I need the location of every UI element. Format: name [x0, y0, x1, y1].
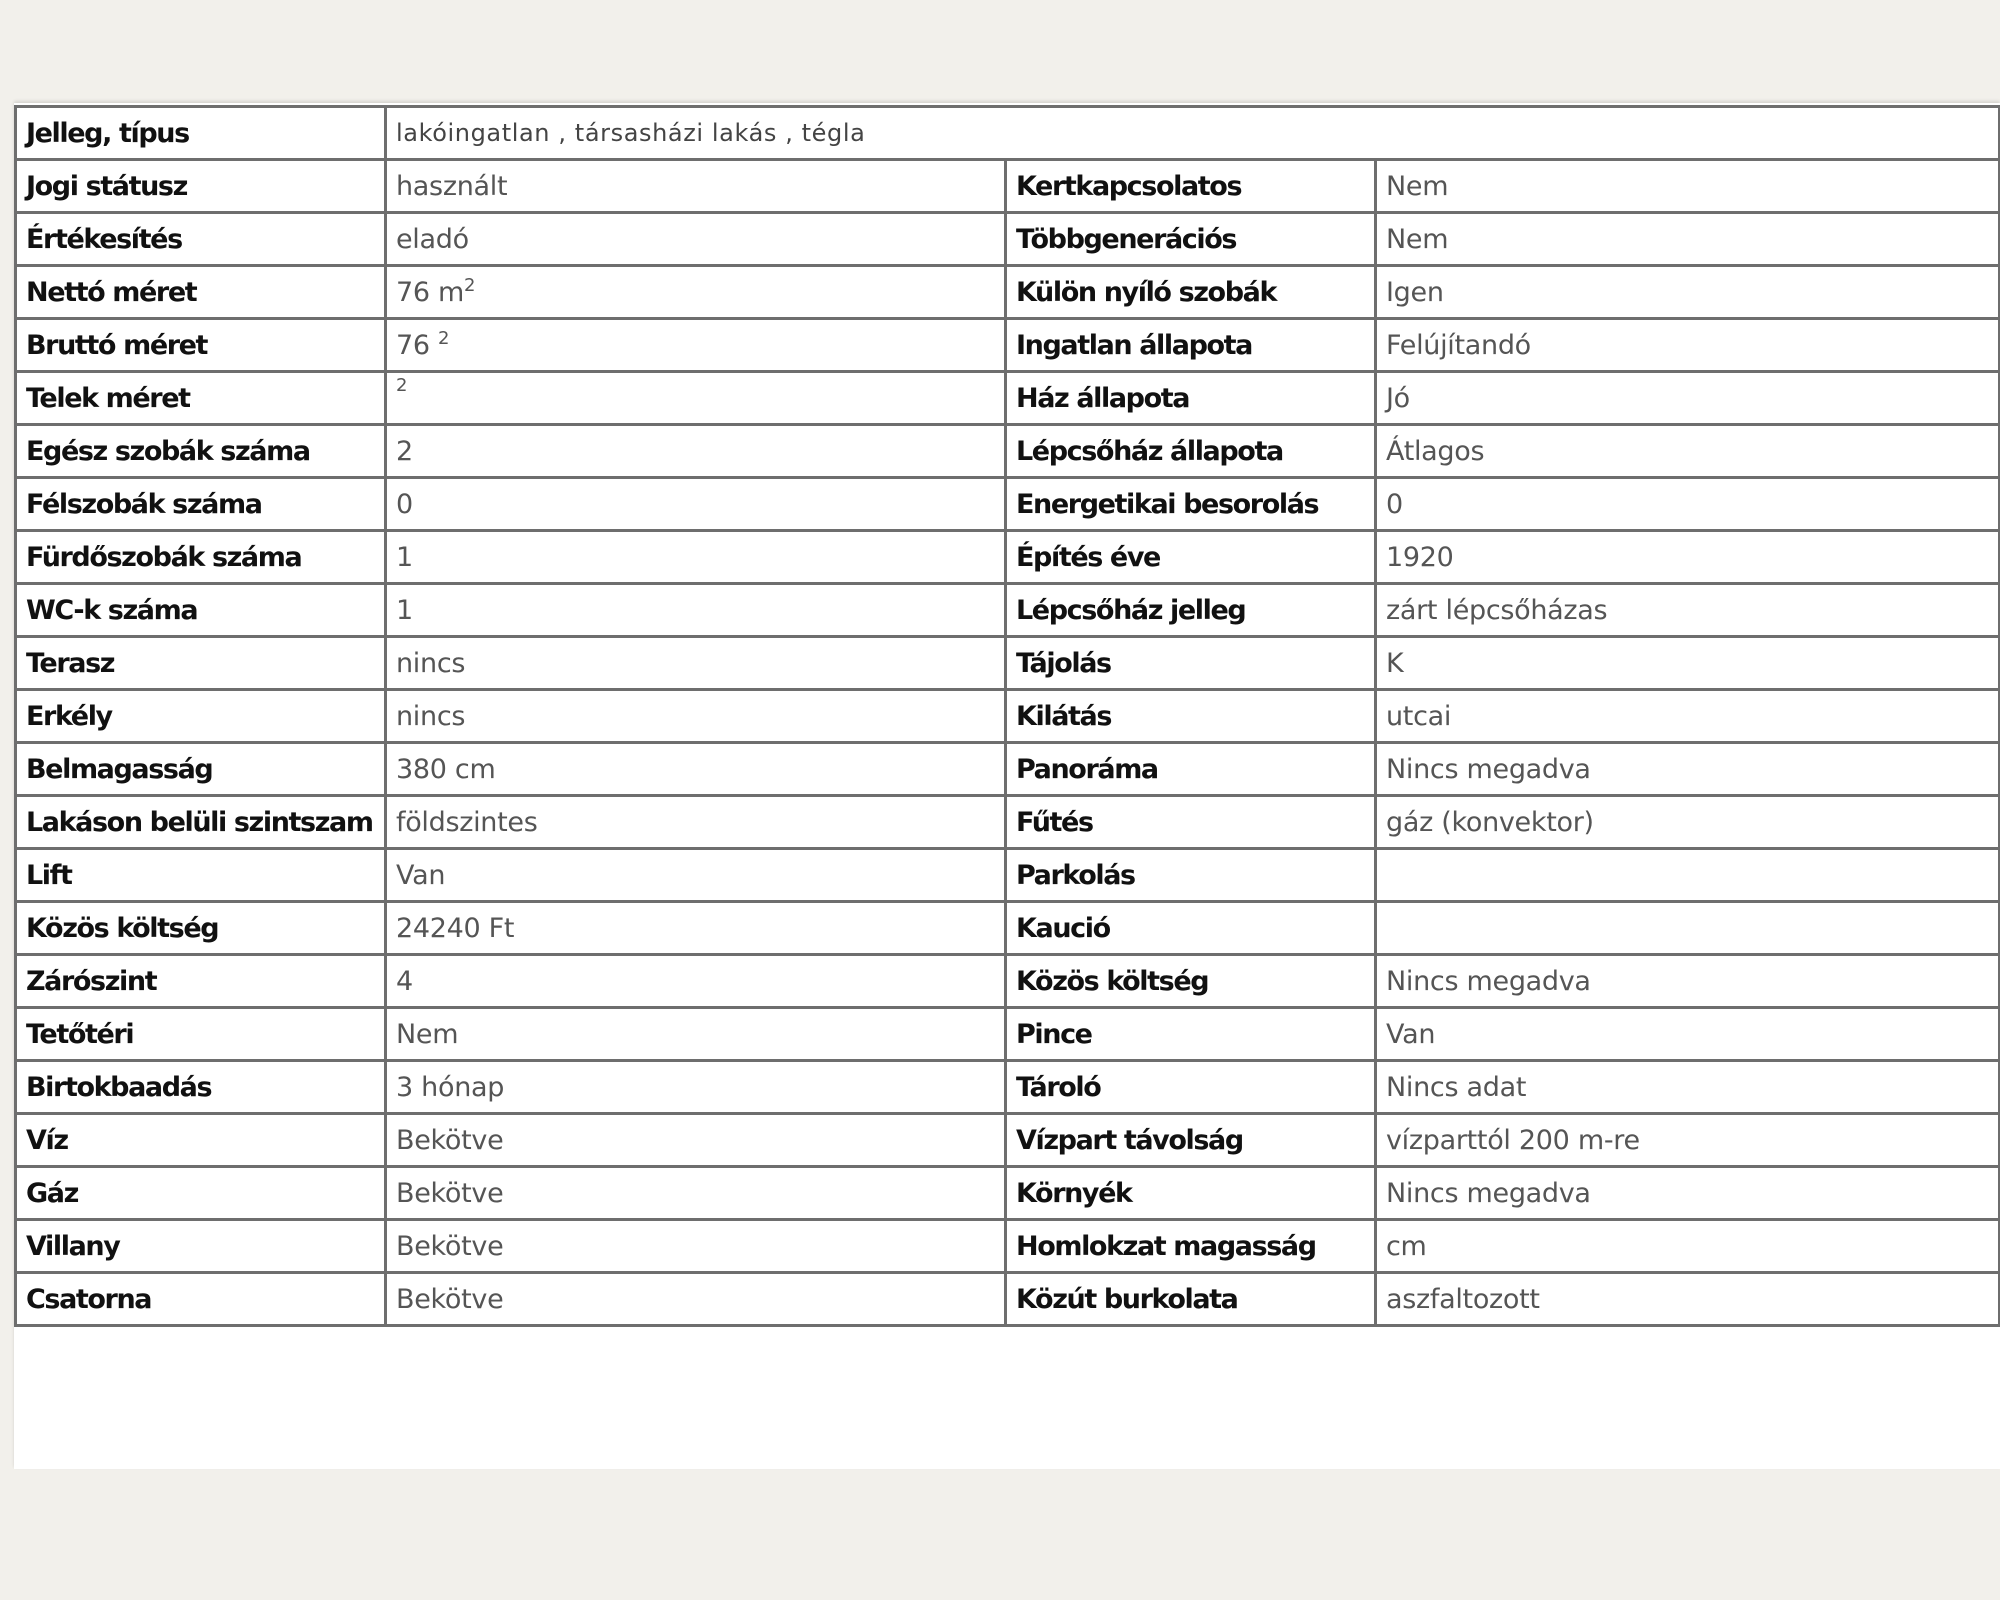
- left-label-text: Bruttó méret: [26, 329, 208, 361]
- right-value: [1376, 160, 2000, 213]
- right-value: [1376, 478, 2000, 531]
- superscript: 2: [396, 375, 408, 396]
- left-label: [16, 637, 386, 690]
- left-label: [16, 1008, 386, 1061]
- table-row: [16, 1114, 2000, 1167]
- table-row: [16, 1273, 2000, 1326]
- right-label-text: Környék: [1016, 1177, 1132, 1209]
- right-label-text: Vízpart távolság: [1016, 1124, 1243, 1156]
- right-value-text: Nem: [1386, 223, 1449, 255]
- right-value-text: 1920: [1386, 541, 1454, 573]
- table-row: [16, 425, 2000, 478]
- right-label-text: Építés éve: [1016, 541, 1160, 573]
- right-label: [1006, 319, 1376, 372]
- table-row: [16, 902, 2000, 955]
- right-label-text: Ingatlan állapota: [1016, 329, 1252, 361]
- left-value: [386, 849, 1006, 902]
- left-value: [386, 690, 1006, 743]
- left-value: [386, 372, 1006, 425]
- right-value-text: Igen: [1386, 276, 1444, 308]
- right-value-text: 0: [1386, 488, 1403, 520]
- left-label: [16, 690, 386, 743]
- right-label-text: Közös költség: [1016, 965, 1209, 997]
- left-value: [386, 319, 1006, 372]
- right-label-text: Homlokzat magasság: [1016, 1230, 1316, 1262]
- left-value-text: eladó: [396, 223, 469, 255]
- right-label-text: Többgenerációs: [1016, 223, 1237, 255]
- right-label: [1006, 1114, 1376, 1167]
- left-label: [16, 849, 386, 902]
- right-value-text: Van: [1386, 1018, 1436, 1050]
- right-value-text: Felújítandó: [1386, 329, 1531, 361]
- right-value: [1376, 372, 2000, 425]
- right-label: [1006, 531, 1376, 584]
- right-label-text: Közút burkolata: [1016, 1283, 1238, 1315]
- right-value-text: Jó: [1386, 382, 1410, 414]
- left-label-text: Zárószint: [26, 965, 157, 997]
- left-value-text: Bekötve: [396, 1230, 504, 1262]
- left-label-text: Gáz: [26, 1177, 78, 1209]
- right-label: [1006, 1273, 1376, 1326]
- right-label: [1006, 478, 1376, 531]
- right-value-text: aszfaltozott: [1386, 1283, 1540, 1315]
- left-value: [386, 160, 1006, 213]
- right-label-text: Kertkapcsolatos: [1016, 170, 1242, 202]
- left-label-text: Víz: [26, 1124, 68, 1156]
- right-label-text: Panoráma: [1016, 753, 1158, 785]
- left-value-text: Bekötve: [396, 1177, 504, 1209]
- right-label: [1006, 1008, 1376, 1061]
- left-value-text: 4: [396, 965, 413, 997]
- right-value-text: gáz (konvektor): [1386, 806, 1594, 838]
- left-label-text: Birtokbaadás: [26, 1071, 212, 1103]
- right-value: [1376, 743, 2000, 796]
- right-value: [1376, 1220, 2000, 1273]
- left-value-text: földszintes: [396, 806, 538, 838]
- left-value: [386, 584, 1006, 637]
- left-label-text: Közös költség: [26, 912, 219, 944]
- left-label: [16, 1167, 386, 1220]
- left-value-text: 0: [396, 488, 413, 520]
- right-value: [1376, 902, 2000, 955]
- right-label: [1006, 637, 1376, 690]
- right-value-text: Átlagos: [1386, 435, 1485, 467]
- left-value: [386, 637, 1006, 690]
- left-label-text: Csatorna: [26, 1283, 152, 1315]
- left-label: [16, 319, 386, 372]
- left-label-text: Félszobák száma: [26, 488, 262, 520]
- right-value: [1376, 584, 2000, 637]
- left-value-text: 76: [396, 329, 439, 361]
- left-value-text: nincs: [396, 700, 466, 732]
- right-value-text: Nem: [1386, 170, 1449, 202]
- left-label: [16, 478, 386, 531]
- right-value-text: Nincs adat: [1386, 1071, 1527, 1103]
- table-row: [16, 690, 2000, 743]
- left-value-text: 380 cm: [396, 753, 496, 785]
- right-label: [1006, 160, 1376, 213]
- left-value: [386, 1008, 1006, 1061]
- right-value: [1376, 425, 2000, 478]
- right-label-text: Kilátás: [1016, 700, 1112, 732]
- property-details-table: [14, 105, 2000, 1327]
- left-label-text: Terasz: [26, 647, 115, 679]
- left-value-text: nincs: [396, 647, 466, 679]
- left-value-text: 24240 Ft: [396, 912, 515, 944]
- property-details-sheet: [14, 103, 2000, 1469]
- left-value: [386, 1061, 1006, 1114]
- left-label-text: Tetőtéri: [26, 1018, 134, 1050]
- left-label-text: Egész szobák száma: [26, 435, 310, 467]
- right-value: [1376, 1008, 2000, 1061]
- table-row: [16, 743, 2000, 796]
- right-value: [1376, 637, 2000, 690]
- table-row: [16, 637, 2000, 690]
- right-value: [1376, 690, 2000, 743]
- table-row: [16, 478, 2000, 531]
- right-label: [1006, 1220, 1376, 1273]
- row-label: Jelleg, típus: [16, 107, 386, 160]
- right-value: [1376, 266, 2000, 319]
- left-label: [16, 1061, 386, 1114]
- superscript: 2: [464, 274, 476, 296]
- right-label: [1006, 955, 1376, 1008]
- right-value-text: zárt lépcsőházas: [1386, 594, 1608, 626]
- right-label-text: Ház állapota: [1016, 382, 1190, 414]
- left-label-text: Nettó méret: [26, 276, 197, 308]
- right-label: [1006, 796, 1376, 849]
- right-label: [1006, 1167, 1376, 1220]
- left-value-text: Nem: [396, 1018, 459, 1050]
- right-label: [1006, 266, 1376, 319]
- left-value: [386, 266, 1006, 319]
- right-label: [1006, 849, 1376, 902]
- left-label: [16, 531, 386, 584]
- right-label-text: Tájolás: [1016, 647, 1111, 679]
- table-row: [16, 849, 2000, 902]
- table-row-header: [16, 107, 2000, 160]
- left-label: [16, 1114, 386, 1167]
- table-row: [16, 584, 2000, 637]
- left-value-text: használt: [396, 170, 508, 202]
- left-value: [386, 743, 1006, 796]
- left-value: [386, 902, 1006, 955]
- left-label-text: WC-k száma: [26, 594, 198, 626]
- table-row: [16, 372, 2000, 425]
- left-value: [386, 1273, 1006, 1326]
- left-label: [16, 425, 386, 478]
- left-value: [386, 478, 1006, 531]
- right-value: [1376, 1273, 2000, 1326]
- right-value-text: utcai: [1386, 700, 1452, 732]
- left-label: [16, 796, 386, 849]
- right-label-text: Parkolás: [1016, 859, 1135, 891]
- left-label-text: Jogi státusz: [26, 170, 187, 202]
- right-value: [1376, 319, 2000, 372]
- left-value: [386, 955, 1006, 1008]
- right-value: [1376, 796, 2000, 849]
- right-label: [1006, 690, 1376, 743]
- right-label-text: Pince: [1016, 1018, 1092, 1050]
- right-value: [1376, 531, 2000, 584]
- left-label-text: Erkély: [26, 700, 112, 732]
- left-value-text: 76 m: [396, 276, 465, 308]
- right-value-text: vízparttól 200 m-re: [1386, 1124, 1640, 1156]
- right-label-text: Energetikai besorolás: [1016, 488, 1319, 520]
- right-value: [1376, 213, 2000, 266]
- left-label: [16, 213, 386, 266]
- right-label: [1006, 213, 1376, 266]
- right-label-text: Külön nyíló szobák: [1016, 276, 1277, 308]
- table-row: [16, 1220, 2000, 1273]
- left-label: [16, 955, 386, 1008]
- left-value-text: Bekötve: [396, 1283, 504, 1315]
- right-value: [1376, 1114, 2000, 1167]
- table-row: [16, 955, 2000, 1008]
- right-label-text: Tároló: [1016, 1071, 1101, 1103]
- left-value-text: Bekötve: [396, 1124, 504, 1156]
- left-value: [386, 1167, 1006, 1220]
- left-label: [16, 902, 386, 955]
- right-value: [1376, 955, 2000, 1008]
- right-value-text: Nincs megadva: [1386, 753, 1591, 785]
- left-value: [386, 1220, 1006, 1273]
- left-value-text: 1: [396, 594, 413, 626]
- right-label: [1006, 1061, 1376, 1114]
- right-label: [1006, 425, 1376, 478]
- right-value: [1376, 849, 2000, 902]
- left-value: [386, 531, 1006, 584]
- right-label-text: Lépcsőház állapota: [1016, 435, 1283, 467]
- right-label-text: Kaució: [1016, 912, 1110, 944]
- left-label: [16, 584, 386, 637]
- table-row: [16, 531, 2000, 584]
- superscript: 2: [438, 327, 450, 349]
- right-label: [1006, 902, 1376, 955]
- left-label-text: Lift: [26, 859, 72, 891]
- left-label-text: Lakáson belüli szintszam: [26, 806, 373, 838]
- left-label: [16, 160, 386, 213]
- table-row: [16, 796, 2000, 849]
- left-value: [386, 796, 1006, 849]
- table-row: [16, 1167, 2000, 1220]
- right-value-text: Nincs megadva: [1386, 965, 1591, 997]
- right-label: [1006, 743, 1376, 796]
- left-label: [16, 266, 386, 319]
- left-value: [386, 425, 1006, 478]
- right-label-text: Fűtés: [1016, 806, 1093, 838]
- table-row: [16, 1061, 2000, 1114]
- left-value-text: Van: [396, 859, 446, 891]
- left-value-text: 3 hónap: [396, 1071, 505, 1103]
- right-label: [1006, 584, 1376, 637]
- right-value-text: cm: [1386, 1230, 1427, 1262]
- table-row: [16, 319, 2000, 372]
- left-label: [16, 743, 386, 796]
- left-label: [16, 1220, 386, 1273]
- table-row: [16, 160, 2000, 213]
- left-label-text: Villany: [26, 1230, 120, 1262]
- left-label-text: Telek méret: [26, 382, 190, 414]
- left-label-text: Értékesítés: [26, 223, 182, 255]
- left-label: [16, 1273, 386, 1326]
- left-value: [386, 1114, 1006, 1167]
- right-value-text: K: [1386, 647, 1404, 679]
- left-label-text: Fürdőszobák száma: [26, 541, 302, 573]
- left-label: [16, 372, 386, 425]
- table-row: [16, 266, 2000, 319]
- right-label: [1006, 372, 1376, 425]
- row-value: lakóingatlan , társasházi lakás , tégla: [386, 107, 2000, 160]
- table-row: [16, 1008, 2000, 1061]
- left-value-text: 2: [396, 435, 413, 467]
- left-value-text: 1: [396, 541, 413, 573]
- table-row: [16, 213, 2000, 266]
- right-value-text: Nincs megadva: [1386, 1177, 1591, 1209]
- right-value: [1376, 1061, 2000, 1114]
- left-value: [386, 213, 1006, 266]
- right-value: [1376, 1167, 2000, 1220]
- left-label-text: Belmagasság: [26, 753, 213, 785]
- right-label-text: Lépcsőház jelleg: [1016, 594, 1246, 626]
